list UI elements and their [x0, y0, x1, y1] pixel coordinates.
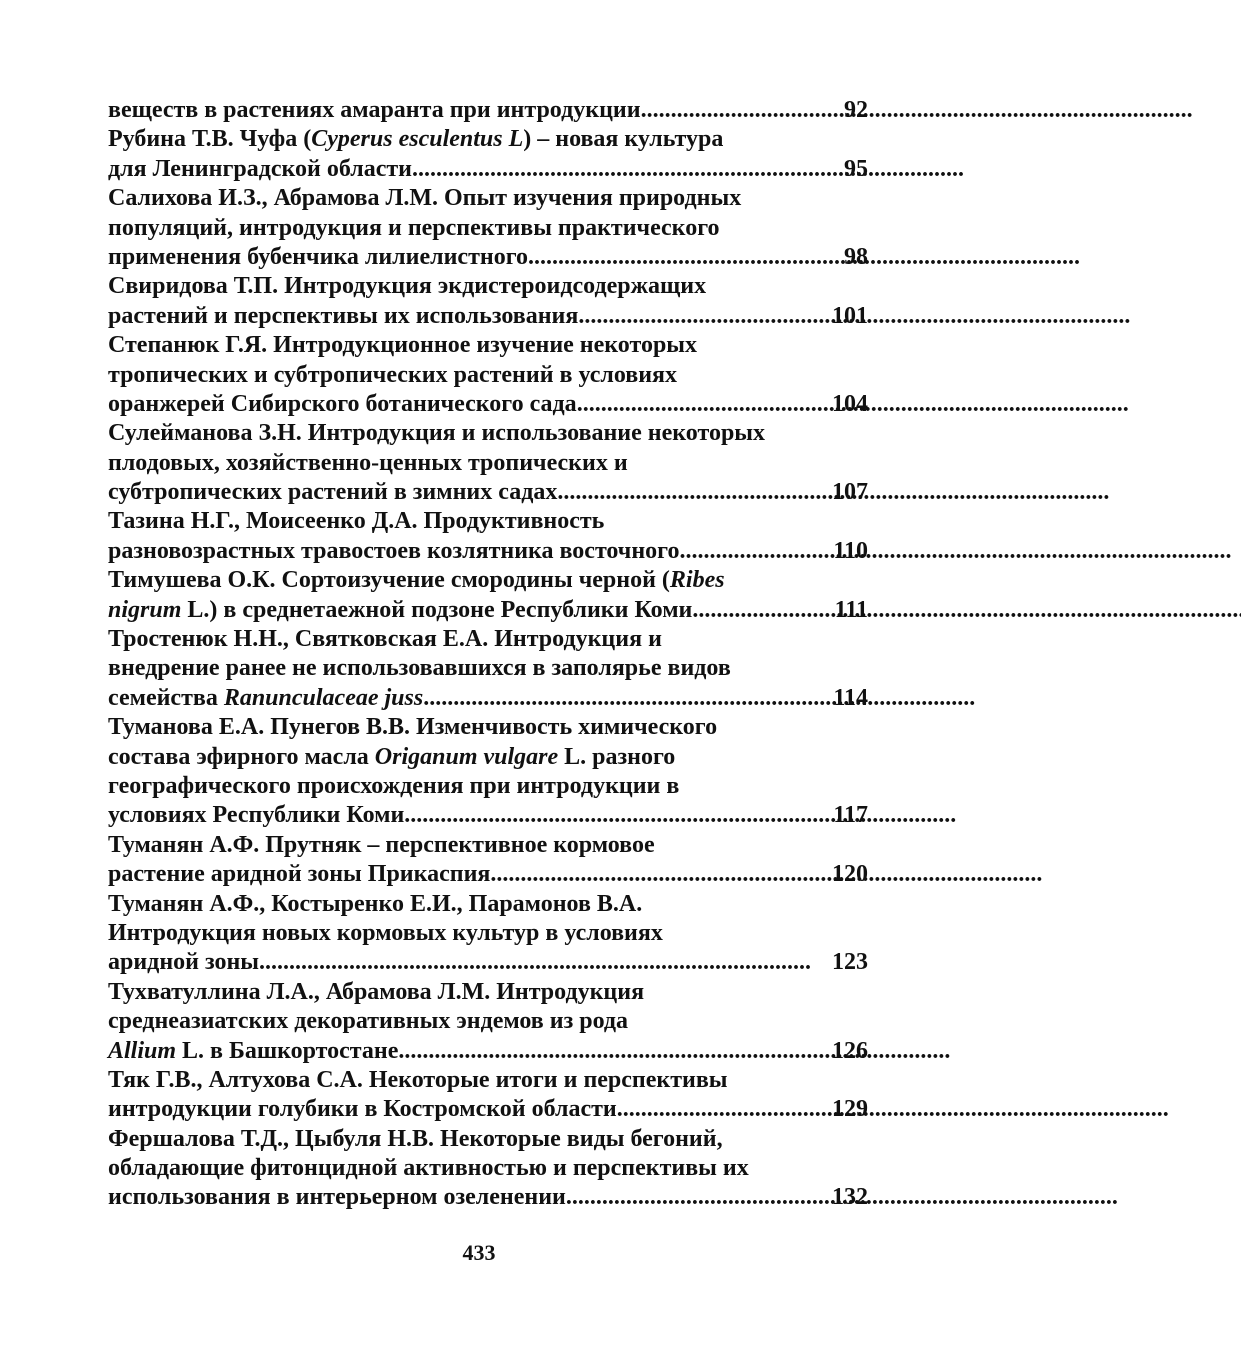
toc-entry-line: [108, 948, 868, 977]
dot-leader: [557, 478, 790, 507]
toc-entry-line: [108, 596, 868, 625]
toc-entry: [108, 713, 868, 831]
toc-entry: [108, 978, 868, 1066]
toc-entry: [108, 625, 868, 713]
toc-entry-text: L. разного: [558, 743, 676, 770]
toc-page-number: 117: [833, 802, 868, 829]
toc-entry-line: Степанюк Г.Я. Интродукционное изучение некоторых: [108, 332, 698, 359]
toc-entry-italic-text: Allium: [108, 1037, 177, 1064]
toc-entry-text: [108, 684, 423, 713]
toc-entry-text: растений и перспективы их использования: [108, 302, 579, 329]
toc-entry-line: популяций, интродукция и перспективы практического: [108, 214, 720, 241]
toc-entry-text: ) – новая культура: [523, 126, 724, 153]
toc-entry-text: состава эфирного масла: [108, 743, 375, 770]
toc-entry: [108, 566, 868, 625]
toc-entry-line: [108, 96, 868, 125]
dot-leader: [404, 801, 790, 830]
toc-page-number: 114: [833, 684, 868, 711]
dot-leader: [423, 684, 790, 713]
toc-entry-line: [108, 390, 868, 419]
toc-entry: [108, 890, 868, 978]
toc-entry-line: внедрение ранее не использовавшихся в заполярье видов: [108, 655, 731, 682]
toc-entry-line: Тазина Н.Г., Моисеенко Д.А. Продуктивность: [108, 508, 605, 535]
toc-entry-text: веществ в растениях амаранта при интродукции: [108, 97, 641, 123]
toc-entry: [108, 125, 868, 184]
toc-page-number: 126: [832, 1037, 868, 1064]
dot-leader: [692, 596, 790, 625]
toc-entry-text: [108, 596, 692, 625]
toc-entry-line: Тяк Г.В., Алтухова С.А. Некоторые итоги и перспективы: [108, 1066, 728, 1093]
toc-entry-line: [108, 566, 868, 595]
toc-entry-line: географического происхождения при интродукции в: [108, 772, 680, 799]
dot-leader: [641, 96, 790, 125]
toc-entry-line: [108, 302, 868, 331]
toc-entry-line: [108, 743, 868, 772]
toc-entry-line: [108, 1095, 868, 1124]
toc-page-number: 132: [832, 1184, 868, 1211]
toc-entry-line: [108, 537, 868, 566]
toc-entry-italic-text: nigrum: [108, 596, 182, 623]
dot-leader: [412, 155, 790, 184]
toc-entry-text: Рубина Т.В. Чуфа (: [108, 126, 312, 153]
toc-entry-line: среднеазиатских декоративных эндемов из рода: [108, 1008, 629, 1035]
toc-entry-line: Фершалова Т.Д., Цыбуля Н.В. Некоторые виды бегоний,: [108, 1125, 723, 1152]
toc-page-number: 107: [832, 479, 868, 506]
toc-entry: [108, 272, 868, 331]
toc-entry-text: L.) в среднетаежной подзоне Республики Коми: [181, 596, 693, 623]
toc-entry-line: обладающие фитонцидной активностью и перспективы их: [108, 1155, 749, 1182]
dot-leader: [490, 860, 790, 889]
toc-entry: [108, 419, 868, 507]
toc-entry-line: Салихова И.З., Абрамова Л.М. Опыт изучения природных: [108, 185, 742, 212]
toc-entry: [108, 184, 868, 272]
toc-entry-line: Интродукция новых кормовых культур в условиях: [108, 919, 663, 946]
toc-entry-italic-text: Ranunculaceae juss: [223, 684, 424, 711]
toc-entry-italic-text: Origanum vulgare: [374, 743, 559, 770]
toc-entry-text: растение аридной зоны Прикаспия: [108, 861, 491, 888]
toc-entry-line: [108, 155, 868, 184]
page-number-footer: 433: [462, 1240, 496, 1265]
toc-entry-line: тропических и субтропических растений в условиях: [108, 361, 678, 388]
toc-page-number: 92: [844, 97, 868, 123]
toc-entry-line: [108, 478, 868, 507]
toc-entry-italic-text: Ribes: [669, 567, 725, 594]
toc-entry-line: [108, 860, 868, 889]
dot-leader: [617, 1095, 790, 1124]
toc-entry-text: применения бубенчика лилиелистного: [108, 243, 528, 270]
toc-entry: [108, 96, 868, 125]
toc-entry: [108, 831, 868, 890]
toc-entry-text: условиях Республики Коми: [108, 802, 405, 829]
toc-entry-italic-text: Cyperus esculentus L: [311, 126, 524, 153]
toc-entry-text: разновозрастных травостоев козлятника восточного: [108, 537, 680, 564]
toc-entry-text: семейства: [108, 684, 224, 711]
toc-entry-text: субтропических растений в зимних садах: [108, 479, 558, 506]
toc-entry-line: Тухватуллина Л.А., Абрамова Л.М. Интродукция: [108, 978, 645, 1005]
toc-entry-text: оранжерей Сибирского ботанического сада: [108, 390, 577, 417]
toc-page-number: 110: [833, 537, 868, 564]
toc-entry-line: [108, 1037, 868, 1066]
toc-entry-text: [108, 1037, 398, 1066]
toc-entry-line: Туманян А.Ф. Прутняк – перспективное кормовое: [108, 831, 655, 858]
toc-entry-line: [108, 801, 868, 830]
toc-page-number: 95: [844, 155, 868, 182]
toc-entry: [108, 1125, 868, 1213]
toc-entry-line: [108, 125, 868, 154]
toc-entry-line: Туманян А.Ф., Костыренко Е.И., Парамонов В.А.: [108, 890, 643, 917]
toc-entry-text: интродукции голубики в Костромской области: [108, 1096, 617, 1123]
toc-entry-line: Свиридова Т.П. Интродукция экдистероидсодержащих: [108, 273, 707, 300]
toc-entry-text: аридной зоны: [108, 949, 260, 976]
dot-leader: [679, 537, 790, 566]
dot-leader: [528, 243, 790, 272]
toc-page-number: 104: [832, 390, 868, 417]
toc-page-number: 101: [832, 302, 868, 329]
toc-entry-text: L. в Башкортостане: [176, 1037, 399, 1064]
toc-entry-line: [108, 243, 868, 272]
toc-page-number: 129: [832, 1096, 868, 1123]
toc-entry-line: плодовых, хозяйственно-ценных тропических и: [108, 449, 628, 476]
table-of-contents: [108, 96, 868, 1213]
toc-entry: [108, 331, 868, 419]
dot-leader: [577, 390, 790, 419]
toc-page-number: 98: [844, 243, 868, 270]
dot-leader: [566, 1183, 790, 1212]
dot-leader: [578, 302, 790, 331]
toc-entry-line: Сулейманова З.Н. Интродукция и использование некоторых: [108, 420, 766, 447]
toc-page-number: 111: [834, 596, 868, 623]
dot-leader: [398, 1037, 790, 1066]
toc-entry-text: использования в интерьерном озеленении: [108, 1184, 566, 1211]
toc-entry-line: [108, 1183, 868, 1212]
toc-page-number: 120: [832, 861, 868, 888]
toc-entry-line: Тростенюк Н.Н., Святковская Е.А. Интродукция и: [108, 626, 662, 653]
toc-entry-text: Тимушева О.К. Сортоизучение смородины черной (: [108, 567, 670, 594]
toc-entry: [108, 507, 868, 566]
toc-entry-text: для Ленинградской области: [108, 155, 412, 182]
toc-entry-line: Туманова Е.А. Пунегов В.В. Изменчивость химического: [108, 714, 718, 741]
toc-entry-line: [108, 684, 868, 713]
toc-entry: [108, 1066, 868, 1125]
toc-page-number: 123: [832, 949, 868, 976]
dot-leader: [259, 948, 790, 977]
